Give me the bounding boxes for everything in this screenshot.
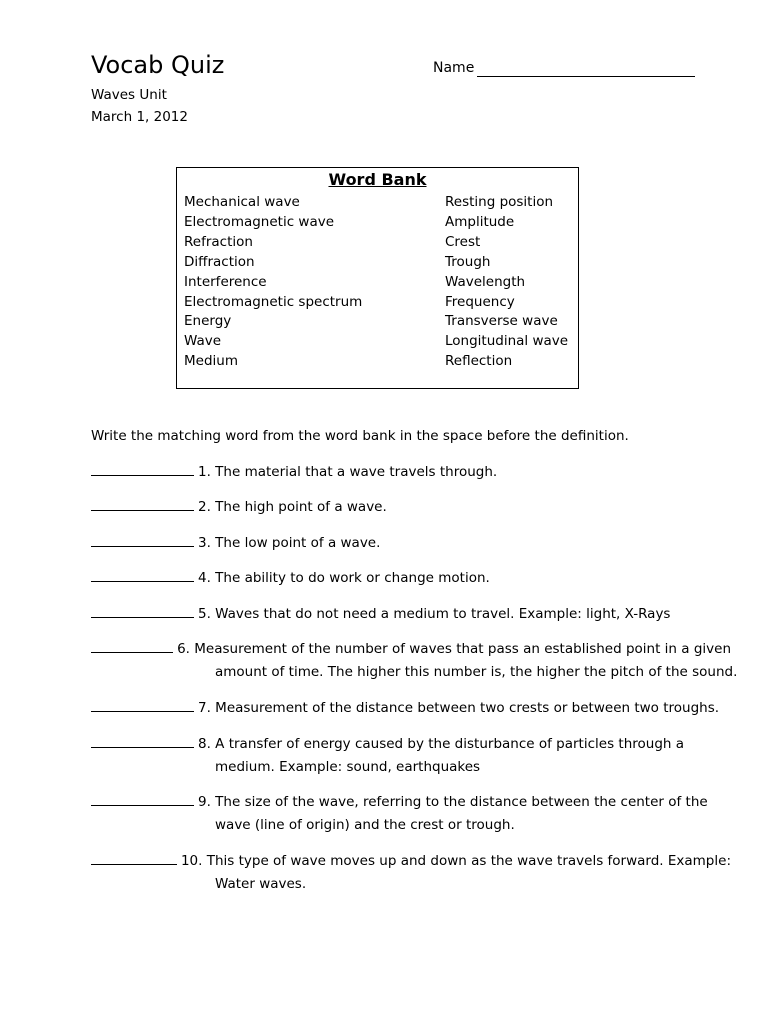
answer-blank (91, 497, 194, 511)
question-text-continued: Water waves. (215, 876, 307, 892)
question-text: 1. The material that a wave travels through. (198, 464, 498, 480)
question-item (91, 733, 731, 779)
question-item (91, 697, 731, 720)
answer-blank (91, 462, 194, 476)
answer-blank (91, 851, 177, 865)
word-bank-term: Amplitude (445, 213, 515, 230)
answer-blank (91, 639, 173, 653)
word-bank-term: Medium (184, 353, 238, 370)
question-item (91, 567, 731, 590)
question-item (91, 638, 738, 684)
answer-blank (91, 604, 194, 618)
word-bank-box (176, 167, 579, 389)
word-bank-term: Resting position (445, 194, 554, 210)
word-bank-term: Diffraction (184, 253, 255, 270)
page-title: Vocab Quiz (91, 51, 225, 79)
word-bank-term: Reflection (445, 353, 513, 370)
question-text: 9. The size of the wave, referring to the distance between the center of the (198, 794, 708, 810)
instructions-text: Write the matching word from the word bank in the space before the definition. (91, 428, 629, 444)
word-bank-term: Mechanical wave (184, 194, 300, 210)
word-bank-term: Transverse wave (445, 313, 558, 330)
word-bank-term: Electromagnetic spectrum (184, 293, 363, 310)
question-text-continued: amount of time. The higher this number is, the higher the pitch of the sound. (215, 664, 738, 680)
word-bank-title: Word Bank (328, 170, 427, 189)
answer-blank (91, 568, 194, 582)
word-bank-left-column (184, 193, 362, 372)
word-bank-term: Interference (184, 273, 267, 290)
answer-blank (91, 698, 194, 712)
name-label: Name (433, 60, 475, 76)
unit-label: Waves Unit (91, 87, 167, 103)
name-field (433, 59, 695, 77)
word-bank-term: Longitudinal wave (445, 333, 569, 350)
question-item (91, 496, 731, 519)
question-item (91, 461, 731, 484)
word-bank-term: Frequency (445, 293, 515, 310)
answer-blank (91, 792, 194, 806)
word-bank-term: Trough (445, 253, 491, 270)
question-text: 10. This type of wave moves up and down as the wave travels forward. Example: (180, 853, 731, 869)
question-text: 2. The high point of a wave. (198, 499, 387, 515)
question-item (91, 850, 731, 896)
question-text: 4. The ability to do work or change motion. (198, 570, 490, 586)
name-blank-line (477, 62, 695, 77)
word-bank-term: Wavelength (445, 273, 526, 290)
question-text-continued: wave (line of origin) and the crest or trough. (215, 817, 515, 833)
question-text: 3. The low point of a wave. (198, 535, 381, 551)
word-bank-term: Wave (184, 333, 222, 350)
question-text: 8. A transfer of energy caused by the disturbance of particles through a (198, 736, 685, 752)
question-text: 7. Measurement of the distance between two crests or between two troughs. (198, 700, 720, 716)
question-text: 5. Waves that do not need a medium to travel. Example: light, X-Rays (198, 606, 671, 622)
question-item (91, 532, 731, 555)
date-label: March 1, 2012 (91, 109, 188, 125)
word-bank-term: Energy (184, 313, 232, 330)
question-text-continued: medium. Example: sound, earthquakes (215, 759, 481, 775)
word-bank-term: Crest (445, 233, 481, 250)
question-text: 6. Measurement of the number of waves that pass an established point in a given (177, 641, 731, 657)
word-bank-term: Refraction (184, 233, 253, 250)
answer-blank (91, 533, 194, 547)
question-item (91, 791, 731, 837)
question-item (91, 603, 731, 626)
word-bank-right-column (445, 193, 568, 372)
answer-blank (91, 734, 194, 748)
word-bank-term: Electromagnetic wave (184, 213, 335, 230)
